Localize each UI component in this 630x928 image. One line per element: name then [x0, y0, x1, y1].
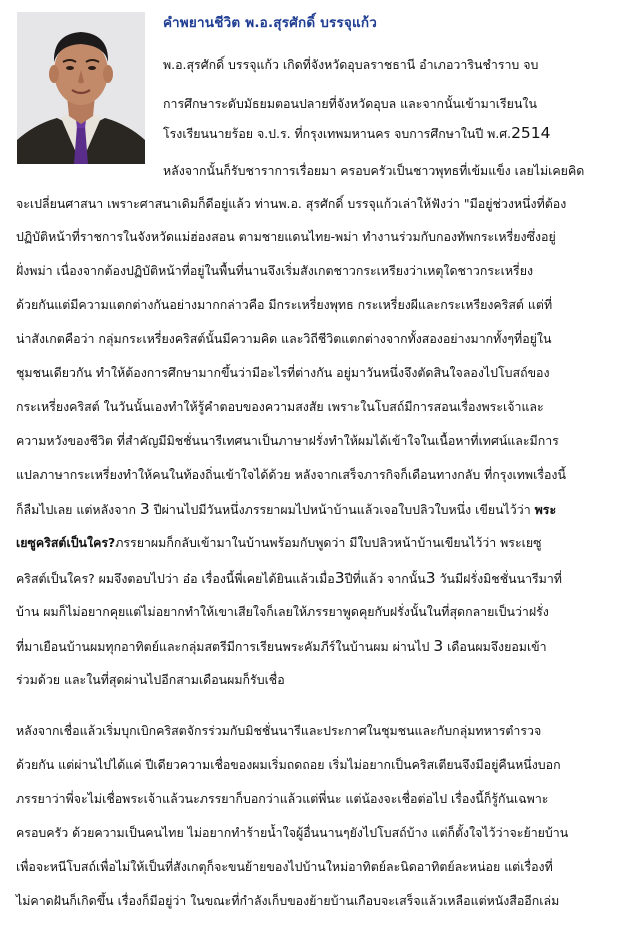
text-line: ร่วมด้วย และในที่สุดผ่านไปอีกสามเดือนผมก็รับเชื่อ	[16, 672, 285, 687]
text-segment: ภรรยาผมก็กลับเข้ามาในบ้านพร้อมกับพูดว่า มีใบปลิวหน้าบ้านเขียนไว้ว่า พระเยซู	[115, 535, 542, 550]
text-line: พ.อ.สุรศักดิ์ บรรจุแก้ว เกิดที่จังหวัดอุบลราชธานี อำเภอวารินชำราบ จบ	[163, 57, 539, 72]
text-line: บ้าน ผมก็ไม่อยากคุยแต่ไม่อยากทำให้เขาเสียใจก็เลยให้ภรรยาพูดคุยกับฝรั่งนั้นในที่สุดกลายเป็นว่าฝรั่ง	[16, 604, 549, 619]
text-segment: เดือนผมจึงยอมเข้า	[447, 639, 547, 654]
text-line	[163, 126, 551, 141]
text-line	[16, 639, 547, 654]
text-segment: โรงเรียนนายร้อย จ.ป.ร. ที่กรุงเทพมหานคร จบการศึกษาในปี พ.ศ.	[163, 126, 512, 141]
number-text: 3	[433, 637, 444, 655]
portrait-illustration	[17, 12, 145, 164]
number-text: 3	[139, 500, 150, 518]
text-line: ความหวังของชีวิต ที่สำคัญมีมิชชั่นนารีเทศนาเป็นภาษาฝรั่งทำให้ผมได้เข้าใจในเนื้อหาที่เทศน์และมีการ	[16, 433, 559, 448]
text-line: หลังจากนั้นก็รับชาราการเรื่อยมา ครอบครัวเป็นชาวพุทธที่เข้มแข็ง เลยไม่เคยคิด	[163, 163, 585, 178]
text-line: เพื่อจะหนีโบสถ์เพื่อไม่ให้เป็นที่สังเกตุก็จะขนย้ายของไปบ้านใหม่อาทิตย์ละนิดอาทิตย์ละหน่อย แต่เรื่องที่	[16, 859, 553, 874]
text-line: ด้วยกันแต่มีความแตกต่างกันอย่างมากกล่าวคือ มีกระเหรี่ยงพุทธ กระเหรี่ยงผีและกระเหรียงคริสต์ แต่ที่	[16, 297, 553, 312]
text-segment: ที่มาเยือนบ้านผมทุกอาทิตย์และกลุ่มสตรีมีการเรียนพระคัมภีร์ในบ้านผม ผ่านไป	[16, 639, 430, 654]
text-line	[16, 536, 542, 550]
number-text: 3	[334, 569, 345, 587]
text-line: กระเหรี่ยงคริสต์ ในวันนั้นเองทำให้รู้คำตอบของความสงสัย เพราะในโบสถ์มีการสอนเรื่องพระเจ้าและ	[16, 399, 544, 414]
text-line	[16, 502, 556, 517]
text-segment: ปีที่แล้ว จากนั้น	[344, 571, 426, 586]
text-line: ปฏิบัติหน้าที่ราชการในจังหวัดแม่ฮ่องสอน ตามชายแดนไทย-พม่า ทำงานร่วมกับกองทัพกระเหรี่ยงซึ่งอยู่	[16, 229, 556, 244]
text-line: หลังจากเชื่อแล้วเริ่มบุกเบิกคริสตจักรร่วมกับมิชชั่นนารีและประกาศในชุมชนและกับกลุ่มทหารตำรวจ	[16, 723, 542, 738]
text-line: ภรรยาว่าพี่จะไม่เชื่อพระเจ้าแล้วนะภรรยาก็บอกว่าแล้วแต่พี่นะ แต่น้องจะเชื่อต่อไป เรื่องนี้ก็รู้กันเฉพาะ	[16, 791, 549, 806]
text-line: ด้วยกัน แต่ผ่านไปได้แค่ ปีเดียวความเชื่อของผมเริ่มถดถอย เริ่มไม่อยากเป็นคริสเตียนจึงมีอยู่คืนหนึ่งบอก	[16, 757, 561, 772]
number-text: 3	[425, 569, 436, 587]
text-line: ไม่คาดฝันก็เกิดขึ้น เรื่องก็มีอยู่ว่า ในขณะที่กำลังเก็บของย้ายบ้านเกือบจะเสร็จแล้วเหลือแต่หนังสืออีกเล่ม	[16, 893, 560, 908]
text-line: ฝั่งพม่า เนื่องจากต้องปฏิบัติหน้าที่อยู่ในพื้นที่นานจึงเริ่มสังเกตชาวกระเหรียงว่าเหตุใดชาวกระเหรี่ยง	[16, 263, 534, 278]
portrait-photo	[17, 12, 145, 164]
text-segment: วันมีฝรั่งมิชชั่นนารีมาที่	[439, 571, 562, 586]
year-text: 2514	[511, 124, 551, 142]
bold-text: เยซูคริสต์เป็นใคร?	[16, 535, 116, 550]
page-title: คำพยานชีวิต พ.อ.สุรศักดิ์ บรรจุแก้ว	[163, 15, 378, 31]
text-segment: คริสต์เป็นใคร? ผมจึงตอบไปว่า อ๋อ เรื่องนี้พี่เคยได้ยินแล้วเมื่อ	[16, 571, 335, 586]
text-line: การศึกษาระดับมัธยมตอนปลายที่จังหวัดอุบล และจากนั้นเข้ามาเรียนใน	[163, 96, 537, 111]
text-segment: ปีผ่านไปมีวันหนึ่งภรรยาผมไปหน้าบ้านแล้วเจอใบปลิวใบหนึ่ง เขียนไว้ว่า	[153, 502, 531, 517]
text-line: จะเปลี่ยนศาสนา เพราะศาสนาเดิมก็ดีอยู่แล้ว ท่านพ.อ. สุรศักดิ์ บรรจุแก้วเล่าให้ฟังว่า "มีอยู่ช่วงหนึ่งที่ต้อง	[16, 196, 567, 211]
text-line	[16, 571, 562, 586]
text-segment: ก็ลืมไปเลย แต่หลังจาก	[16, 502, 136, 517]
text-line: ครอบครัว ด้วยความเป็นคนไทย ไม่อยากทำร้ายน้ำใจผู้อื่นนานๆยังไปโบสถ์บ้าง แต่ก็ตั้งใจไว้ว่าจะย้ายบ้าน	[16, 825, 569, 840]
text-line: ชุมชนเดียวกัน ทำให้ต้องการศึกษามากขึ้นว่ามีอะไรที่ต่างกัน อยู่มาวันหนึ่งจึงตัดสินใจลองไปโบสถ์ของ	[16, 365, 550, 380]
bold-text: พระ	[534, 502, 557, 517]
text-line: น่าสังเกตคือว่า กลุ่มกระเหรี่ยงคริสต์นั้นมีความคิด และวิถีชีวิตแตกต่างจากทั้งสองอย่างมากทั้งๆที่อยู่ใน	[16, 331, 552, 346]
text-line: แปลภาษากระเหรี่ยงทำให้คนในท้องถิ่นเข้าใจได้ด้วย หลังจากเสร็จภารกิจก็เดือนทางกลับ ที่กรุงเทพเรื่องนี้	[16, 467, 566, 482]
